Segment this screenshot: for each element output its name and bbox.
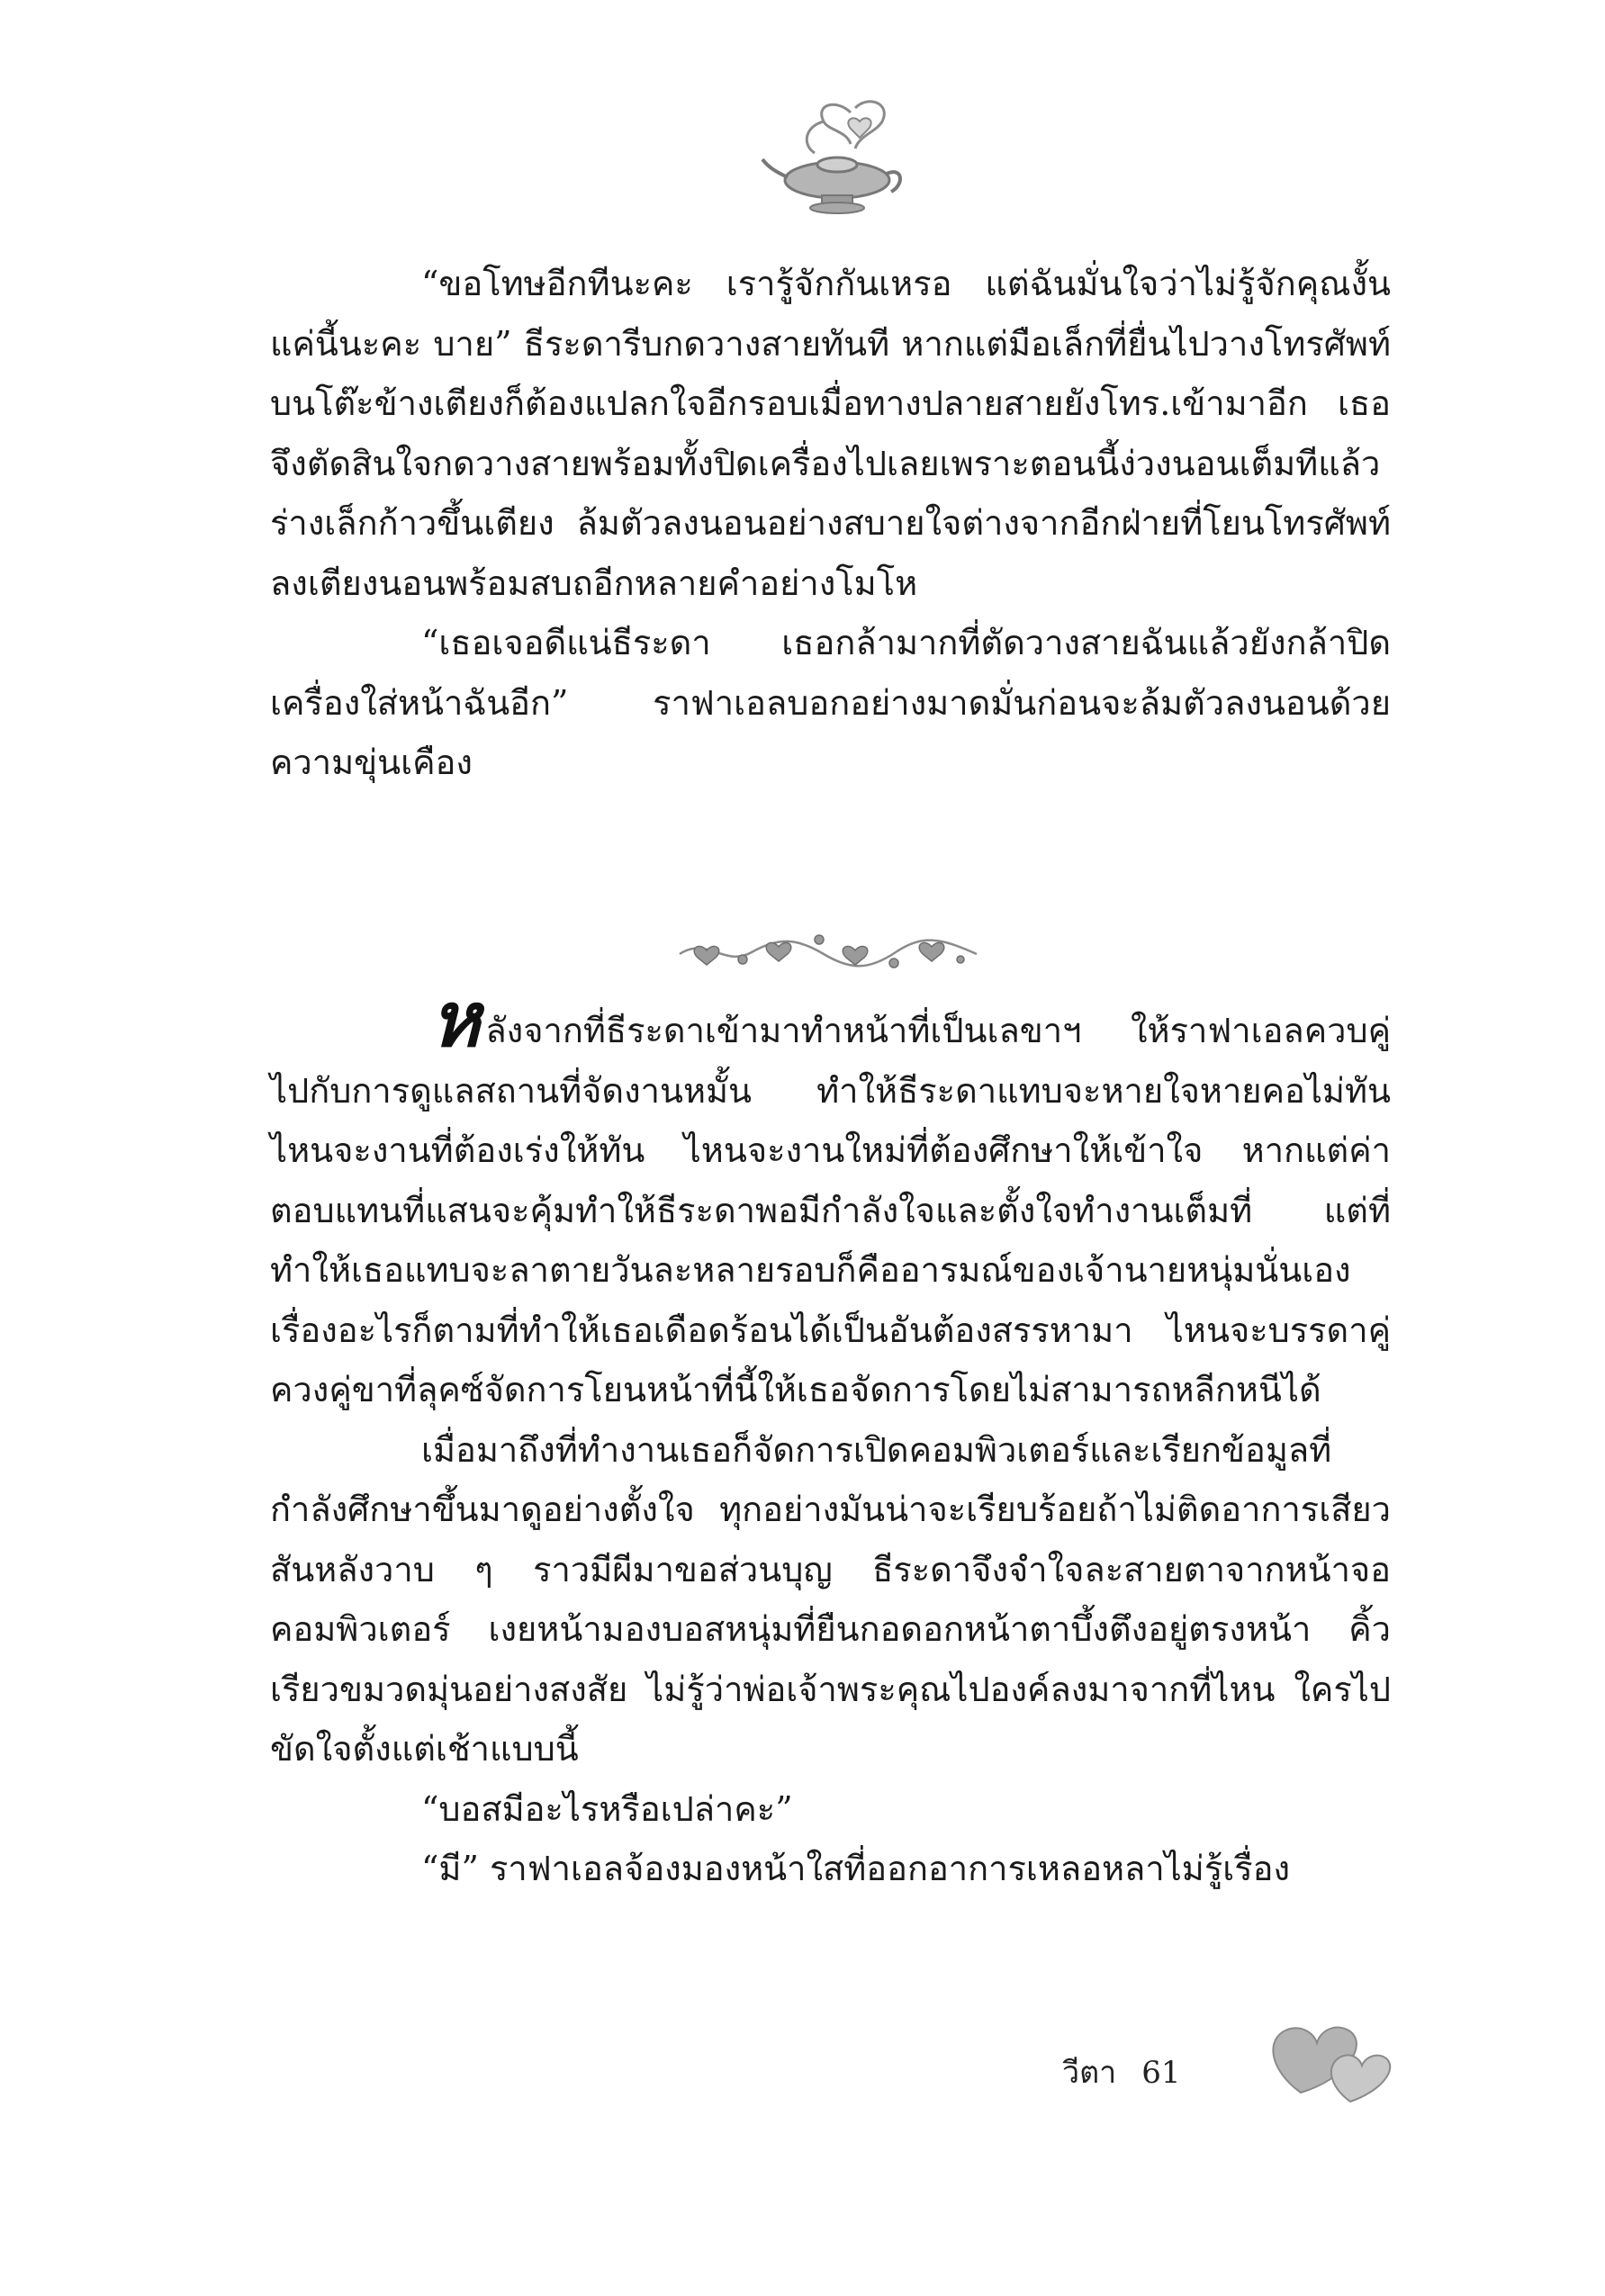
floral-vine-divider-icon: [671, 927, 986, 977]
hearts-icon: [1265, 2003, 1395, 2111]
page-number: 61: [1141, 2055, 1181, 2091]
paragraph: “มี” ราฟาเอลจ้องมองหน้าใสที่ออกอาการเหลอหลาไม่รู้เรื่อง: [421, 1849, 1291, 1888]
paragraph-text: ลังจากที่ธีระดาเข้ามาทำหน้าที่เป็นเลขาฯ ให้ราฟาเอลควบคู่ไปกับการดูแลสถานที่จัดงานหมั้น ทำให้ธีระดาแทบจะหายใจหายคอไม่ทัน ไหนจะงานที่ต้องเร่งให้ทัน ไหนจะงานใหม่ที่ต้องศึกษาให้เข้าใจ หากแต่ค่าตอบแทนที่แสนจะคุ้มทำให้ธีระดาพอมีกำลังใจและตั้งใจทำงานเต็มที่ แต่ที่ทำให้เธอแทบจะลาตายวันละหลายรอบก็คืออารมณ์ของเจ้านายหนุ่มนั่นเอง เรื่องอะไรก็ตามที่ทำให้เธอเดือดร้อนได้เป็นอันต้องสรรหามา ไหนจะบรรดาคู่ควงคู่ขาที่ลุคซ์จัดการโยนหน้าที่นี้ให้เธอจัดการโดยไม่สามารถหลีกหนีได้: [270, 1011, 1391, 1409]
drop-cap: ห: [430, 975, 481, 1064]
page-footer: [1062, 2048, 1206, 2096]
paragraph: [270, 975, 1391, 1420]
paragraph: “ขอโทษอีกทีนะคะ เรารู้จักกันเหรอ แต่ฉันมั่นใจว่าไม่รู้จักคุณงั้นแค่นี้นะคะ บาย” ธีระดารีบกดวางสายทันที หากแต่มือเล็กที่ยื่นไปวางโทรศัพท์บนโต๊ะข้างเตียงก็ต้องแปลกใจอีกรอบเมื่อทางปลายสายยังโทร.เข้ามาอีก เธอจึงตัดสินใจกดวางสายพร้อมทั้งปิดเครื่องไปเลยเพราะตอนนี้ง่วงนอนเต็มทีแล้ว ร่างเล็กก้าวขึ้นเตียง ล้มตัวลงนอนอย่างสบายใจต่างจากอีกฝ่ายที่โยนโทรศัพท์ลงเตียงนอนพร้อมสบถอีกหลายคำอย่างโมโห: [270, 264, 1391, 603]
paragraph: เมื่อมาถึงที่ทำงานเธอก็จัดการเปิดคอมพิวเตอร์และเรียกข้อมูลที่กำลังศึกษาขึ้นมาดูอย่างตั้งใจ ทุกอย่างมันน่าจะเรียบร้อยถ้าไม่ติดอาการเสียวสันหลังวาบ ๆ ราวมีผีมาขอส่วนบุญ ธีระดาจึงจำใจละสายตาจากหน้าจอคอมพิวเตอร์ เงยหน้ามองบอสหนุ่มที่ยืนกอดอกหน้าตาบึ้งตึงอยู่ตรงหน้า คิ้วเรียวขมวดมุ่นอย่างสงสัย ไม่รู้ว่าพ่อเจ้าพระคุณไปองค์ลงมาจากที่ไหน ใครไปขัดใจตั้งแต่เช้าแบบนี้: [270, 1429, 1391, 1769]
paragraph: “เธอเจอดีแน่ธีระดา เธอกล้ามากที่ตัดวางสายฉันแล้วยังกล้าปิดเครื่องใส่หน้าฉันอีก” ราฟาเอลบอกอย่างมาดมั่นก่อนจะล้มตัวลงนอนด้วยความขุ่นเคือง: [270, 623, 1391, 782]
paragraph: “บอสมีอะไรหรือเปล่าคะ”: [421, 1788, 793, 1829]
passage-1: [270, 254, 1391, 793]
author-name: วีตา: [1062, 2055, 1117, 2091]
teapot-lamp-icon: [761, 95, 914, 221]
passage-2: [270, 975, 1391, 1899]
